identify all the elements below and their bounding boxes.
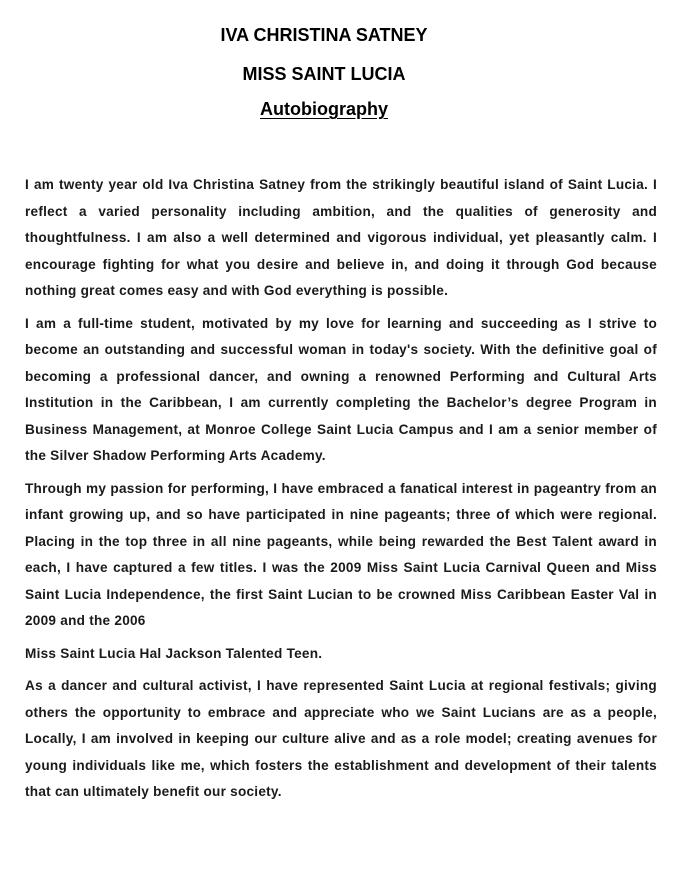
document-title-heading: MISS SAINT LUCIA <box>242 64 406 84</box>
document-body <box>25 172 657 812</box>
paragraph-intro: I am twenty year old Iva Christina Satney from the strikingly beautiful island of Saint Lucia. I reflect a varied personality including ambition, and the qualities of generosity and thoughtfulness. I am also a well determined and vigorous individual, yet pleasantly calm. I encourage fighting for what you desire and believe in, and doing it through God because nothing great comes easy and with God everything is possible. <box>25 177 657 298</box>
paragraph-education: I am a full-time student, motivated by my love for learning and succeeding as I strive to become an outstanding and successful woman in today's society. With the definitive goal of becoming a professional dancer, and owning a renowned Performing and Cultural Arts Institution in the Caribbean, I am currently completing the Bachelor’s degree Program in Business Management, at Monroe College Saint Lucia Campus and I am a senior member of the Silver Shadow Performing Arts Academy. <box>25 315 657 463</box>
paragraph-pageantry: Through my passion for performing, I have embraced a fanatical interest in pageantry from an infant growing up, and so have participated in nine pageants; three of which were regional. Placing in the top three in all nine pageants, while being rewarded the Best Talent award in each, I have captured a few titles. I was the 2009 Miss Saint Lucia Carnival Queen and Miss Saint Lucia Independence, the first Saint Lucian to be crowned Miss Caribbean Easter Val in 2009 and the 2006 <box>25 480 657 628</box>
paragraph-cultural-activism: As a dancer and cultural activist, I have represented Saint Lucia at regional festivals; giving others the opportunity to embrace and appreciate who we Saint Lucians are as a people, Locally, I am involved in keeping our culture alive and as a role model; creating avenues for young individuals like me, which fosters the establishment and development of their talents that can ultimately benefit our society. <box>25 678 657 799</box>
document-name-heading: IVA CHRISTINA SATNEY <box>220 25 428 45</box>
paragraph-pageantry-continued: Miss Saint Lucia Hal Jackson Talented Teen. <box>25 645 323 661</box>
document-subtitle-heading: Autobiography <box>260 99 388 119</box>
